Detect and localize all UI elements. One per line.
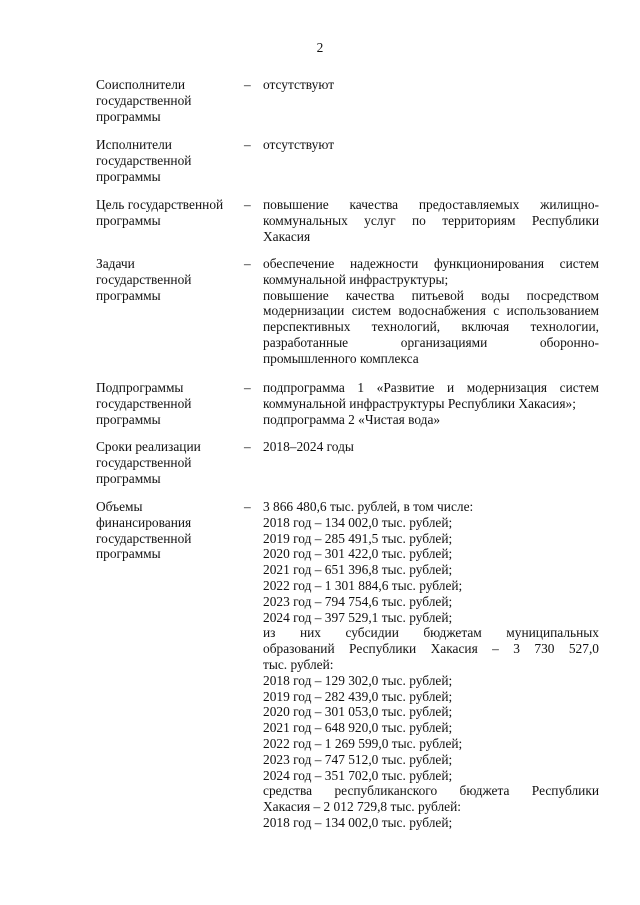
row-label: Объемы финансирования государственной программы — [96, 499, 192, 562]
row-dash: – — [244, 380, 251, 395]
row-value: 3 866 480,6 тыс. рублей, в том числе: 2018 год – 134 002,0 тыс. рублей; 2019 год – 285 491,5 тыс. рублей; 2020 год – 301 422,0 тыс. рублей; 2021 год – 651 396,8 тыс. рублей; 2022 год – 1 301 884,6 тыс. рублей; 2023 год – 794 754,6 тыс. рублей; 2024 год – 397 529,1 тыс. рублей; из них субсидии бюджетам муниципальных образований Республики Хакасия – 3 730 527,0 тыс. рублей: 2018 год – 129 302,0 тыс. рублей; 2019 год – 282 439,0 тыс. рублей; 2020 год – 301 053,0 тыс. рублей; 2021 год – 648 920,0 тыс. рублей; 2022 год – 1 269 599,0 тыс. рублей; 2023 год – 747 512,0 тыс. рублей; 2024 год – 351 702,0 тыс. рублей; средства республиканского бюджета Республики Хакасия – 2 012 729,8 тыс. рублей: 2018 год – 134 002,0 тыс. рублей; — [263, 499, 599, 830]
row-value: 2018–2024 годы — [263, 439, 354, 454]
row-label: Цель государственной программы — [96, 197, 224, 228]
row-dash: – — [244, 197, 251, 212]
row-label: Соисполнители государственной программы — [96, 77, 192, 124]
row-dash: – — [244, 256, 251, 271]
row-dash: – — [244, 77, 251, 92]
row-label: Задачи государственной программы — [96, 256, 192, 303]
row-value: отсутствуют — [263, 77, 335, 92]
row-label: Исполнители государственной программы — [96, 137, 192, 184]
row-value: отсутствуют — [263, 137, 335, 152]
row-label: Сроки реализации государственной программы — [96, 439, 201, 486]
row-label: Подпрограммы государственной программы — [96, 380, 192, 427]
row-dash: – — [244, 499, 251, 514]
row-dash: – — [244, 439, 251, 454]
row-value: подпрограмма 1 «Развитие и модернизация систем коммунальной инфраструктуры Республики Хакасия»; подпрограмма 2 «Чистая вода» — [263, 380, 599, 427]
row-value: обеспечение надежности функционирования систем коммунальной инфраструктуры; повышение качества питьевой воды посредством модернизации систем водоснабжения с использованием перспективных технологий, включая технологии, разработанные организациями оборонно- промышленного комплекса — [263, 256, 599, 366]
row-value: повышение качества предоставляемых жилищно- коммунальных услуг по территориям Республики Хакасия — [263, 197, 599, 244]
row-dash: – — [244, 137, 251, 152]
page-number: 2 — [316, 40, 324, 55]
